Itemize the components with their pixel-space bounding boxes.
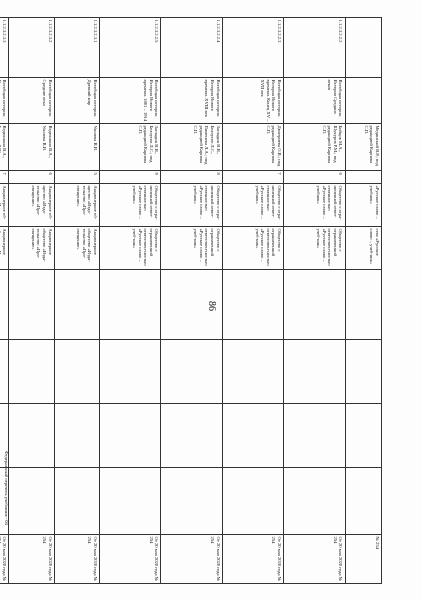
cell-authors: Ведюшкин В.А., Уколова В.И. <box>9 124 54 171</box>
cell-code: 1.1.2.3.2.3.2 <box>9 18 54 78</box>
cell-empty <box>9 340 54 404</box>
cell-approval-date: От 20 мая 2020 года № 254 <box>54 535 99 584</box>
cell-title <box>345 78 381 124</box>
cell-approval-date: От 20 мая 2020 года № <box>0 535 9 584</box>
footer-text: Федеральный перечень учебников - 04 <box>4 451 9 525</box>
cell-publisher-full: Общество с ограниченной ответствен-ностью «Русское слово – учеб-ник» <box>222 227 283 270</box>
cell-class: 8 <box>161 171 222 184</box>
cell-title: Всеобщая история. Средние века <box>9 78 54 124</box>
table-row <box>100 18 161 584</box>
cell-code: 1.1.2.3.2.2.4 <box>161 18 222 78</box>
cell-empty <box>284 468 345 535</box>
cell-empty <box>100 404 161 468</box>
cell-empty <box>284 340 345 404</box>
cell-title: Всеобщая история. История Нового времени. Конец XV – XVII век <box>222 78 283 124</box>
cell-code: 1.1.2.3.2.2.2 <box>284 18 345 78</box>
cell-publisher: Общество с огра-ниченной ответ-ственностью «Русское слово – учебник» <box>100 184 161 227</box>
cell-empty <box>345 404 381 468</box>
cell-title: Всеобщая история. <box>0 78 9 124</box>
cell-empty <box>0 340 9 404</box>
table-row <box>0 18 9 584</box>
cell-empty <box>0 270 9 340</box>
cell-empty <box>54 468 99 535</box>
cell-publisher: Акционерное об- <box>0 184 9 227</box>
cell-title: Всеобщая история. История Нового времени. XVIII век <box>161 78 222 124</box>
cell-empty <box>284 270 345 340</box>
textbook-table <box>0 17 382 584</box>
cell-empty <box>222 468 283 535</box>
cell-authors: Загладин Н.В., Белоусов Л.С.; под редакцией Карпова С.П. <box>100 124 161 171</box>
cell-publisher-full: Общество с ограниченной ответствен-ностью «Русское слово – учеб-ник» <box>284 227 345 270</box>
cell-empty <box>161 340 222 404</box>
cell-empty <box>9 404 54 468</box>
table-row <box>222 18 283 584</box>
cell-approval-date: От 20 мая 2020 года № 254 <box>100 535 161 584</box>
cell-empty <box>345 468 381 535</box>
table-row <box>54 18 99 584</box>
cell-authors: Ведюшкин В.А., <box>0 124 9 171</box>
cell-publisher: Акционерное об-щество «Изда-тельство «Про-свещение» <box>54 184 99 227</box>
cell-publisher-full: Акционерное общество «Изда-тельство «Про-свещение» <box>9 227 54 270</box>
cell-authors: Загладин Н.В., Белоусов Л.С., Пименова Л.А.; под редакцией Карпова С.П. <box>161 124 222 171</box>
cell-authors: Мединский В.Р.; под редакцией Карпова С.П. <box>345 124 381 171</box>
cell-empty <box>222 404 283 468</box>
cell-authors: Дмитриева О.В.; под редакцией Карпова С.П. <box>222 124 283 171</box>
cell-empty <box>100 270 161 340</box>
cell-empty <box>54 270 99 340</box>
cell-class: 9 <box>100 171 161 184</box>
cell-empty <box>0 404 9 468</box>
cell-title: Всеобщая история. История Средних веков <box>284 78 345 124</box>
cell-empty <box>284 404 345 468</box>
cell-authors: Бойцов М.А., Шукуров Р.М.; под редакцией Карпова С.П. <box>284 124 345 171</box>
cell-empty <box>161 270 222 340</box>
table-row <box>161 18 222 584</box>
table-row <box>9 18 54 584</box>
cell-empty <box>161 404 222 468</box>
cell-empty <box>100 340 161 404</box>
cell-empty <box>100 468 161 535</box>
cell-publisher-full: Акционерное <box>0 227 9 270</box>
cell-empty <box>345 270 381 340</box>
cell-publisher: Общество с огра-ниченной ответ-ственностью «Русское слово – учебник» <box>161 184 222 227</box>
cell-empty <box>9 468 54 535</box>
cell-title: Всеобщая история. История Нового времени. 1801 – 1914 <box>100 78 161 124</box>
cell-class: 7 <box>0 171 9 184</box>
cell-publisher-full: ство «Русское слово – учеб-ник» <box>345 227 381 270</box>
cell-empty <box>222 270 283 340</box>
cell-code: 1.1.2.3.2.2.3 <box>222 18 283 78</box>
cell-class <box>345 171 381 184</box>
cell-approval-date: № 254 <box>345 535 381 584</box>
cell-publisher: Акционерное об-щество «Изда-тельство «Про-свещение» <box>9 184 54 227</box>
table-row <box>345 18 381 584</box>
cell-title: Всеобщая история. Древний мир <box>54 78 99 124</box>
cell-empty <box>345 340 381 404</box>
cell-class: 6 <box>284 171 345 184</box>
cell-publisher: «Русское слово – учебник» <box>345 184 381 227</box>
cell-empty <box>0 468 9 535</box>
cell-publisher: Общество с огра-ниченной ответ-ственностью «Русское слово – учебник» <box>222 184 283 227</box>
cell-empty <box>54 340 99 404</box>
cell-publisher: Общество с огра-ниченной ответ-ственностью «Русское слово – учебник» <box>284 184 345 227</box>
cell-authors: Уколова В.И. <box>54 124 99 171</box>
cell-publisher-full: Общество с ограниченной ответствен-ностью «Русское слово – учеб-ник» <box>161 227 222 270</box>
page-number: 86 <box>206 301 217 311</box>
cell-approval-date: От 20 мая 2020 года № 254 <box>284 535 345 584</box>
cell-code: 1.1.2.3.2.2.5 <box>100 18 161 78</box>
cell-class: 5 <box>54 171 99 184</box>
cell-empty <box>54 404 99 468</box>
cell-empty <box>222 340 283 404</box>
cell-publisher-full: Общество с ограниченной ответствен-ностью «Русское слово – учеб-ник» <box>100 227 161 270</box>
cell-class: 6 <box>9 171 54 184</box>
cell-empty <box>9 270 54 340</box>
cell-code: 1.1.2.3.2.3.3 <box>0 18 9 78</box>
cell-code: 1.1.2.3.2.3.1 <box>54 18 99 78</box>
cell-approval-date: От 20 мая 2020 года № 254 <box>161 535 222 584</box>
cell-empty <box>161 468 222 535</box>
table-row <box>284 18 345 584</box>
cell-code <box>345 18 381 78</box>
cell-approval-date: От 20 мая 2020 года № 254 <box>222 535 283 584</box>
cell-approval-date: От 20 мая 2020 года № 254 <box>9 535 54 584</box>
cell-class: 7 <box>222 171 283 184</box>
cell-publisher-full: Акционерное общество «Изда-тельство «Про-свещение» <box>54 227 99 270</box>
